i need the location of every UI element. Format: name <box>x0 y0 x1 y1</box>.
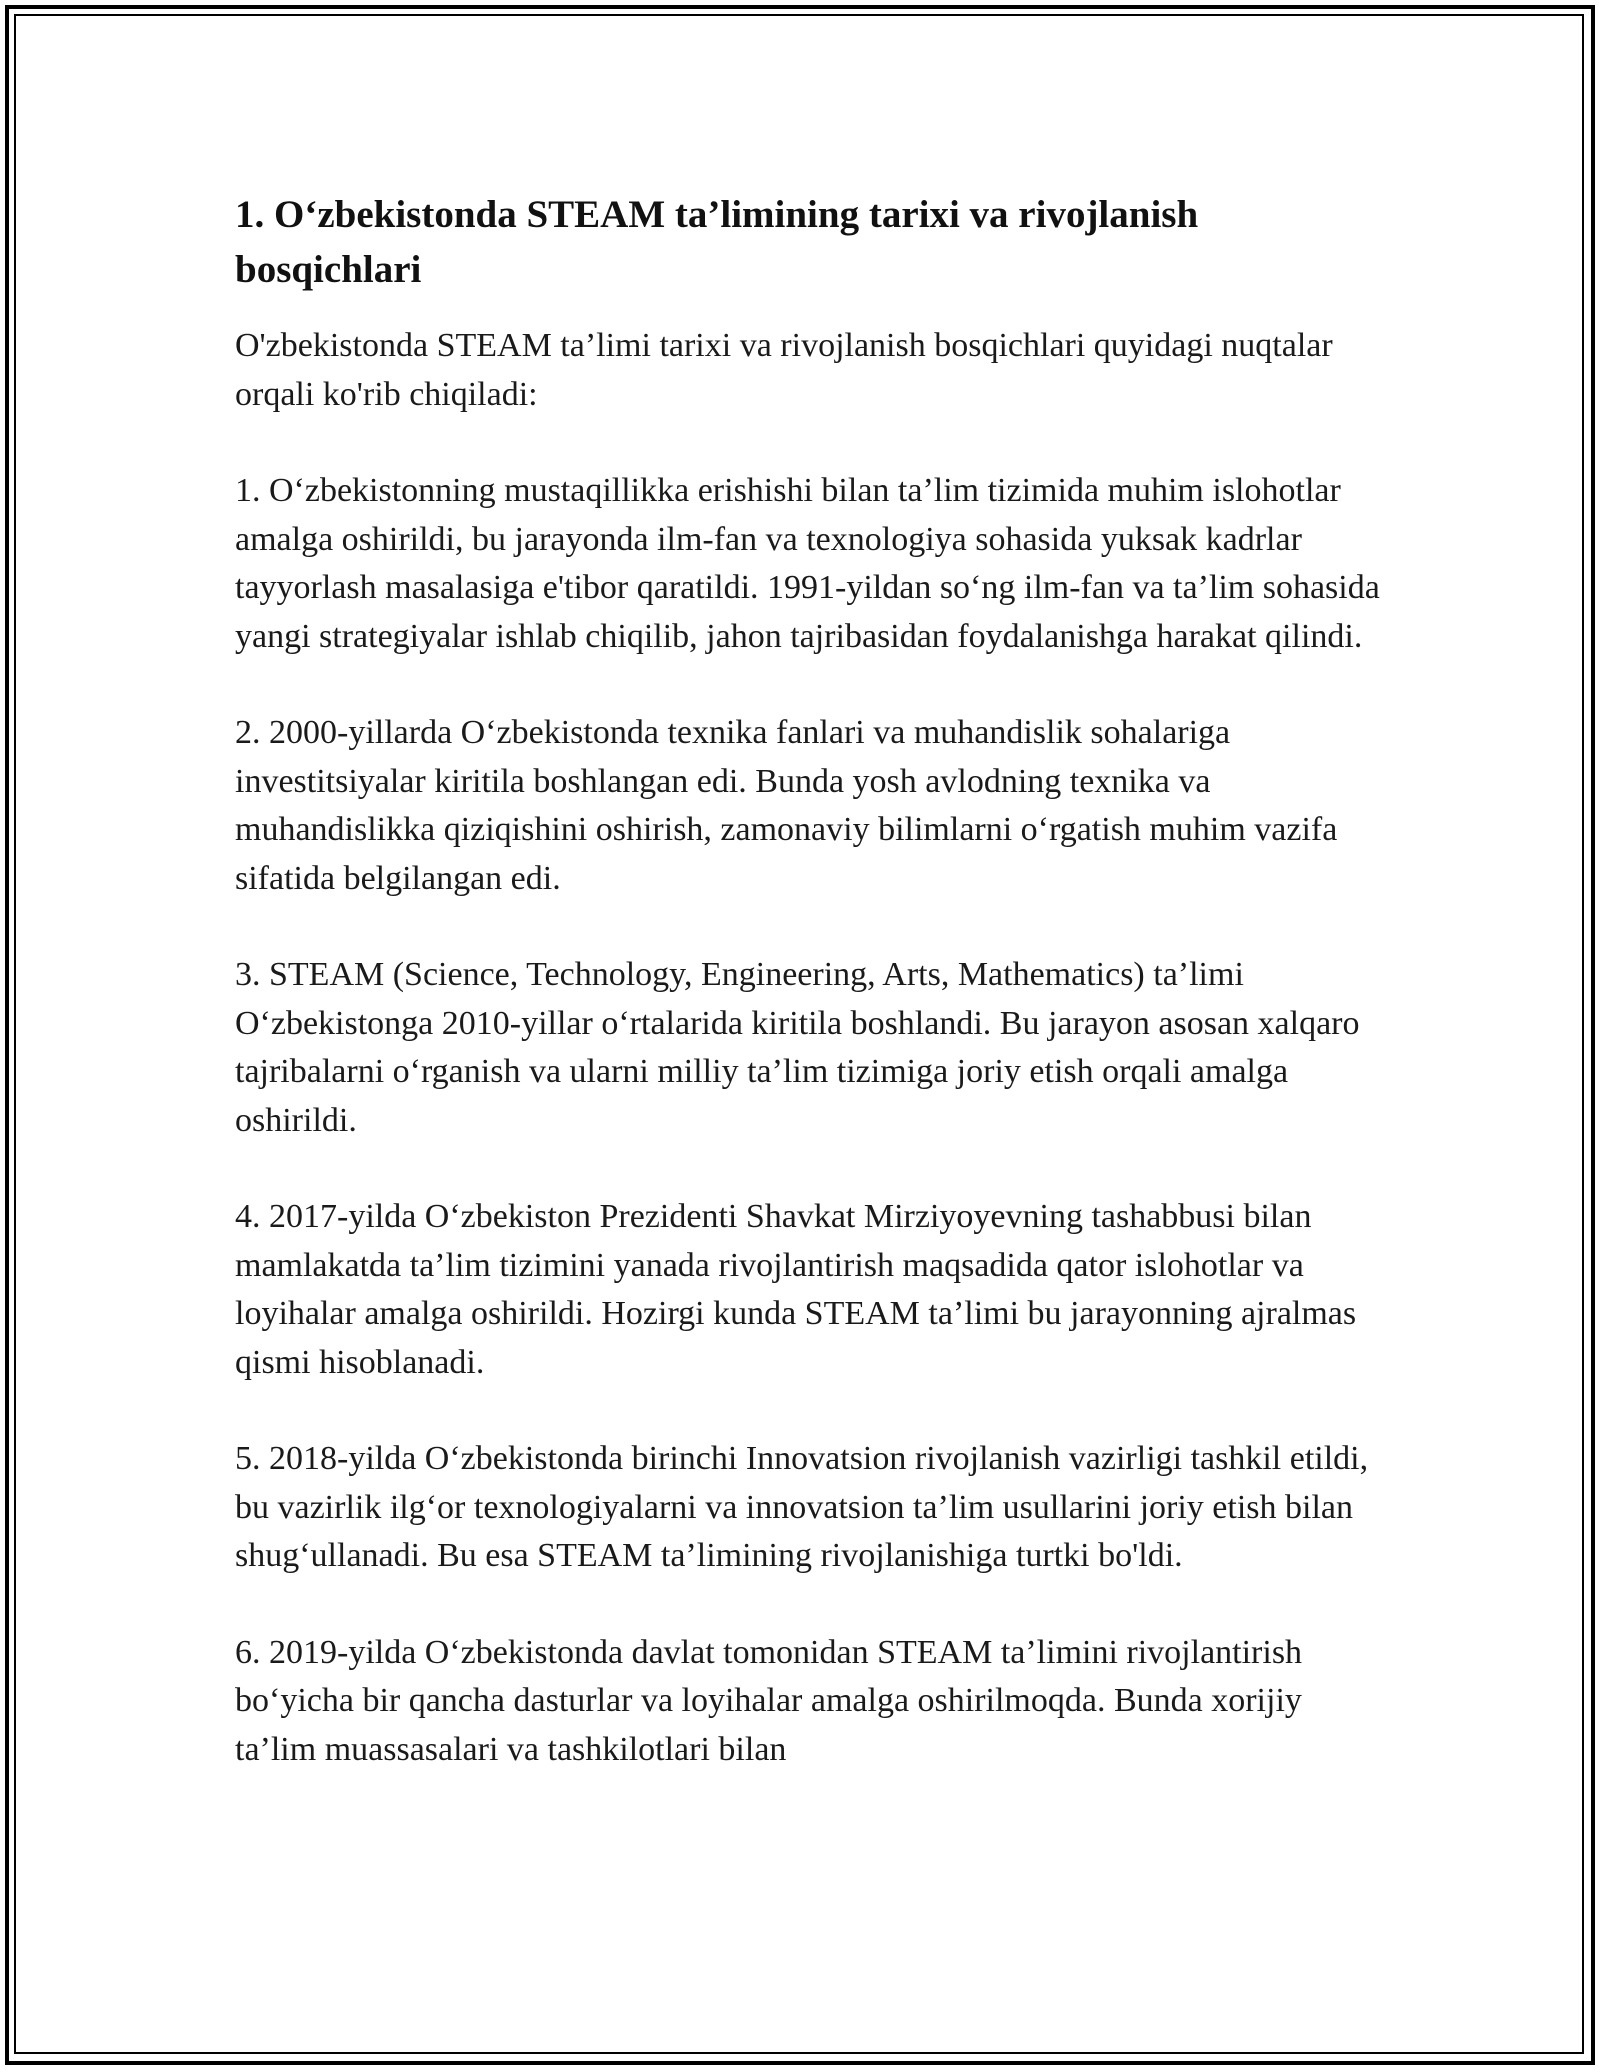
point-paragraph-5: 5. 2018-yilda O‘zbekistonda birinchi Innovatsion rivojlanish vazirligi tashkil etildi, bu vazirlik ilg‘or texnologiyalarni va innovatsion ta’lim usullarini joriy etish bilan shug‘ullanadi. Bu esa STEAM ta’limining rivojlanishiga turtki bo'ldi. <box>235 1440 1369 1574</box>
point-paragraph-1: 1. O‘zbekistonning mustaqillikka erishishi bilan ta’lim tizimida muhim islohotlar amalga oshirildi, bu jarayonda ilm-fan va texnologiya sohasida yuksak kadrlar tayyorlash masalasiga e'tibor qaratildi. 1991-yildan so‘ng ilm-fan va ta’lim sohasida yangi strategiyalar ishlab chiqilib, jahon tajribasidan foydalanishga harakat qilindi. <box>235 472 1380 655</box>
document-body <box>235 187 1385 1822</box>
point-paragraph-6: 6. 2019-yilda O‘zbekistonda davlat tomonidan STEAM ta’limini rivojlantirish bo‘yicha bir qancha dasturlar va loyihalar amalga oshirilmoqda. Bunda xorijiy ta’lim muassasalari va tashkilotlari bilan <box>235 1633 1303 1768</box>
section-title: 1. O‘zbekistonda STEAM ta’limining tarixi va rivojlanish bosqichlari <box>235 193 1199 291</box>
intro-paragraph: O'zbekistonda STEAM ta’limi tarixi va rivojlanish bosqichlari quyidagi nuqtalar orqali ko'rib chiqiladi: <box>235 327 1333 413</box>
point-paragraph-3: 3. STEAM (Science, Technology, Engineering, Arts, Mathematics) ta’limi O‘zbekistonga 2010-yillar o‘rtalarida kiritila boshlandi. Bu jarayon asosan xalqaro tajribalarni o‘rganish va ularni milliy ta’lim tizimiga joriy etish orqali amalga oshirildi. <box>235 956 1360 1139</box>
point-paragraph-2: 2. 2000-yillarda O‘zbekistonda texnika fanlari va muhandislik sohalariga investitsiyalar kiritila boshlangan edi. Bunda yosh avlodning texnika va muhandislikka qiziqishini oshirish, zamonaviy bilimlarni o‘rgatish muhim vazifa sifatida belgilangan edi. <box>235 714 1338 897</box>
point-paragraph-4: 4. 2017-yilda O‘zbekiston Prezidenti Shavkat Mirziyoyevning tashabbusi bilan mamlakatda ta’lim tizimini yanada rivojlantirish maqsadida qator islohotlar va loyihalar amalga oshirildi. Hozirgi kunda STEAM ta’limi bu jarayonning ajralmas qismi hisoblanadi. <box>235 1198 1357 1381</box>
